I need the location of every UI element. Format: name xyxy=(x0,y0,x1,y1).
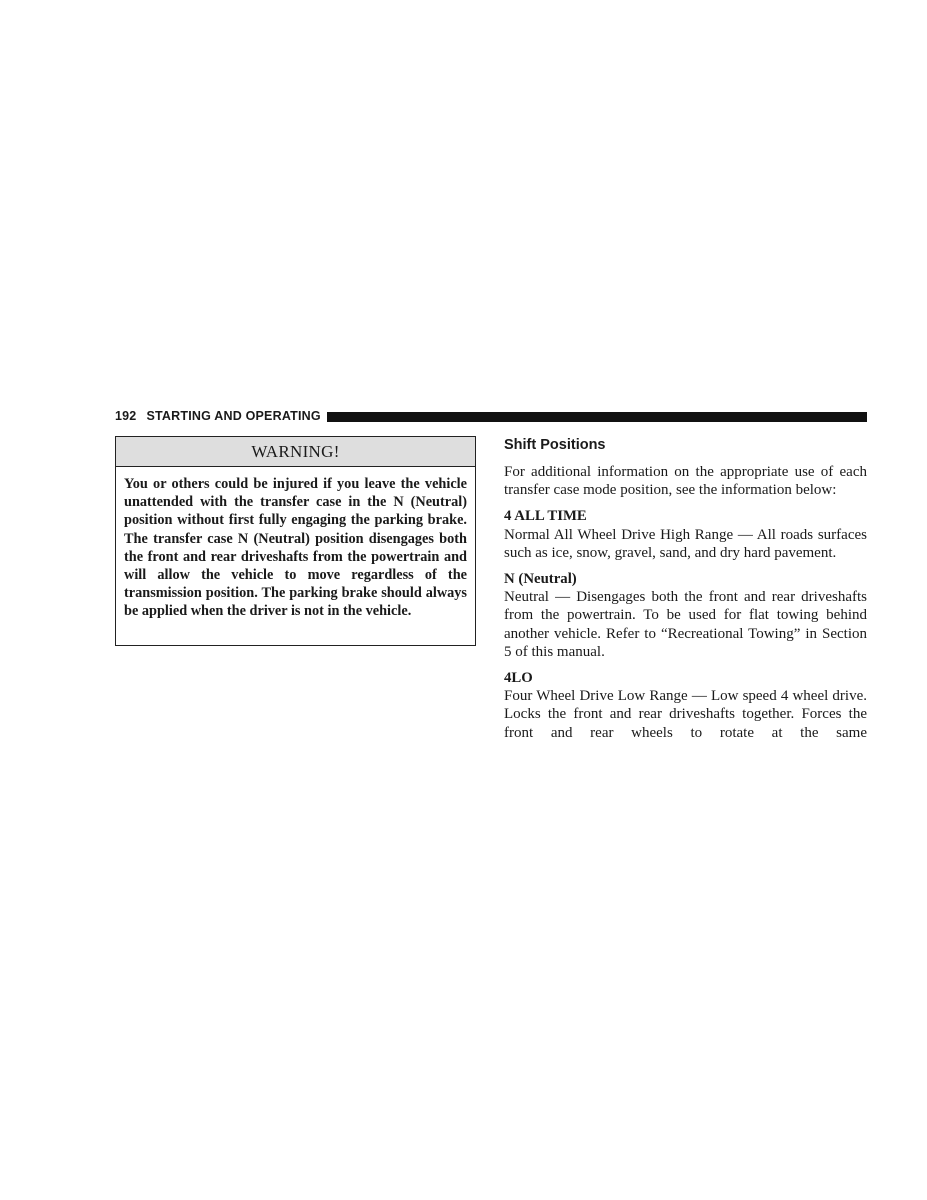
shift-positions-intro: For additional information on the appropriate use of each transfer case mode position, see the information below: xyxy=(504,464,867,499)
shift-positions-heading: Shift Positions xyxy=(504,437,606,453)
item-title-4-all-time: 4 ALL TIME xyxy=(504,508,587,525)
item-text-neutral: Neutral — Disengages both the front and rear driveshafts from the powertrain. To be used for flat towing behind another vehicle. Refer to “Recreational Towing” in Section 5 of this manual. xyxy=(504,589,867,660)
item-text-4lo: Four Wheel Drive Low Range — Low speed 4 wheel drive. Locks the front and rear driveshafts together. Forces the front and rear wheels to rotate at the same xyxy=(504,688,867,741)
section-title: STARTING AND OPERATING xyxy=(146,409,321,423)
page-header xyxy=(115,408,867,424)
item-text-4-all-time: Normal All Wheel Drive High Range — All roads surfaces such as ice, snow, gravel, sand, and dry hard pavement. xyxy=(504,526,867,561)
warning-text: You or others could be injured if you leave the vehicle unattended with the transfer case in the N (Neutral) position without first fully engaging the parking brake. The transfer case N (Neutral) position disengages both the front and rear driveshafts from the powertrain and will allow the vehicle to move regardless of the transmission position. The parking brake should always be applied when the driver is not in the vehicle. xyxy=(124,476,467,620)
warning-box xyxy=(115,436,476,646)
header-rule xyxy=(327,412,867,422)
item-title-neutral: N (Neutral) xyxy=(504,571,577,588)
shift-positions-column xyxy=(504,436,867,750)
item-title-4lo: 4LO xyxy=(504,670,533,687)
warning-title: WARNING! xyxy=(116,437,475,467)
page-number: 192 xyxy=(115,409,137,423)
